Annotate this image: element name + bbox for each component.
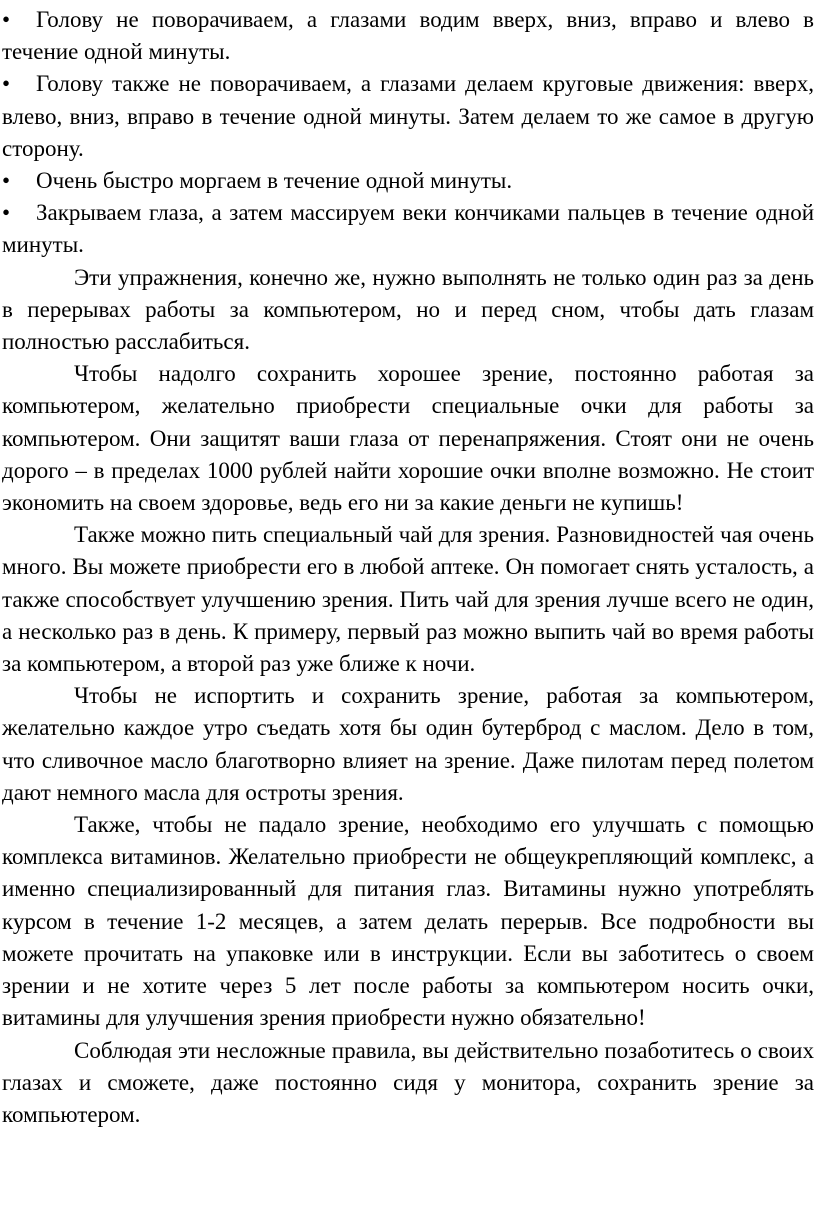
bullet-list [2,4,814,262]
bullet-text-3: Очень быстро моргаем в течение одной минуты. [36,168,513,194]
paragraph-eye-tea: Также можно пить специальный чай для зрения. Разновидностей чая очень много. Вы можете приобрести его в любой аптеке. Он помогает снять усталость, а также способствует улучшению зрения. Пить чай для зрения лучше всего не один, а несколько раз в день. К примеру, первый раз можно выпить чай во время работы за компьютером, а второй раз уже ближе к ночи. [2,522,814,677]
bullet-item-1 [2,4,814,68]
bullet-text-2: Голову также не поворачиваем, а глазами делаем круговые движения: вверх, влево, вниз, вправо в течение одной минуты. Затем делаем то же самое в другую сторону. [2,71,814,161]
bullet-marker: • [2,168,11,194]
paragraph-conclusion: Соблюдая эти несложные правила, вы действительно позаботитесь о своих глазах и сможете, даже постоянно сидя у монитора, сохранить зрение за компьютером. [2,1037,814,1127]
paragraph-vitamins: Также, чтобы не падало зрение, необходимо его улучшать с помощью комплекса витаминов. Желательно приобрести не общеукрепляющий комплекс, а именно специализированный для питания глаз. Витамины нужно употреблять курсом в течение 1-2 месяцев, а затем делать перерыв. Все подробности вы можете прочитать на упаковке или в инструкции. Если вы заботитесь о своем зрении и не хотите через 5 лет после работы за компьютером носить очки, витамины для улучшения зрения приобрести нужно обязательно! [2,812,814,1031]
bullet-item-2 [2,68,814,165]
bullet-text-1: Голову не поворачиваем, а глазами водим вверх, вниз, вправо и влево в течение одной минуты. [2,7,814,65]
bullet-text-4: Закрываем глаза, а затем массируем веки кончиками пальцев в течение одной минуты. [2,200,814,258]
paragraph-butter: Чтобы не испортить и сохранить зрение, работая за компьютером, желательно каждое утро съедать хотя бы один бутерброд с маслом. Дело в том, что сливочное масло благотворно влияет на зрение. Даже пилотам перед полетом дают немного масла для остроты зрения. [2,683,814,805]
paragraph-computer-glasses: Чтобы надолго сохранить хорошее зрение, постоянно работая за компьютером, желательно приобрести специальные очки для работы за компьютером. Они защитят ваши глаза от перенапряжения. Стоят они не очень дорого – в пределах 1000 рублей найти хорошие очки вполне возможно. Не стоит экономить на своем здоровье, ведь его ни за какие деньги не купишь! [2,361,814,516]
paragraph-exercises-timing: Эти упражнения, конечно же, нужно выполнять не только один раз за день в перерывах работы за компьютером, но и перед сном, чтобы дать глазам полностью расслабиться. [2,264,814,355]
bullet-marker: • [2,200,11,226]
bullet-item-4 [2,197,814,261]
bullet-item-3 [2,165,814,197]
bullet-marker: • [2,7,11,32]
bullet-marker: • [2,71,11,97]
